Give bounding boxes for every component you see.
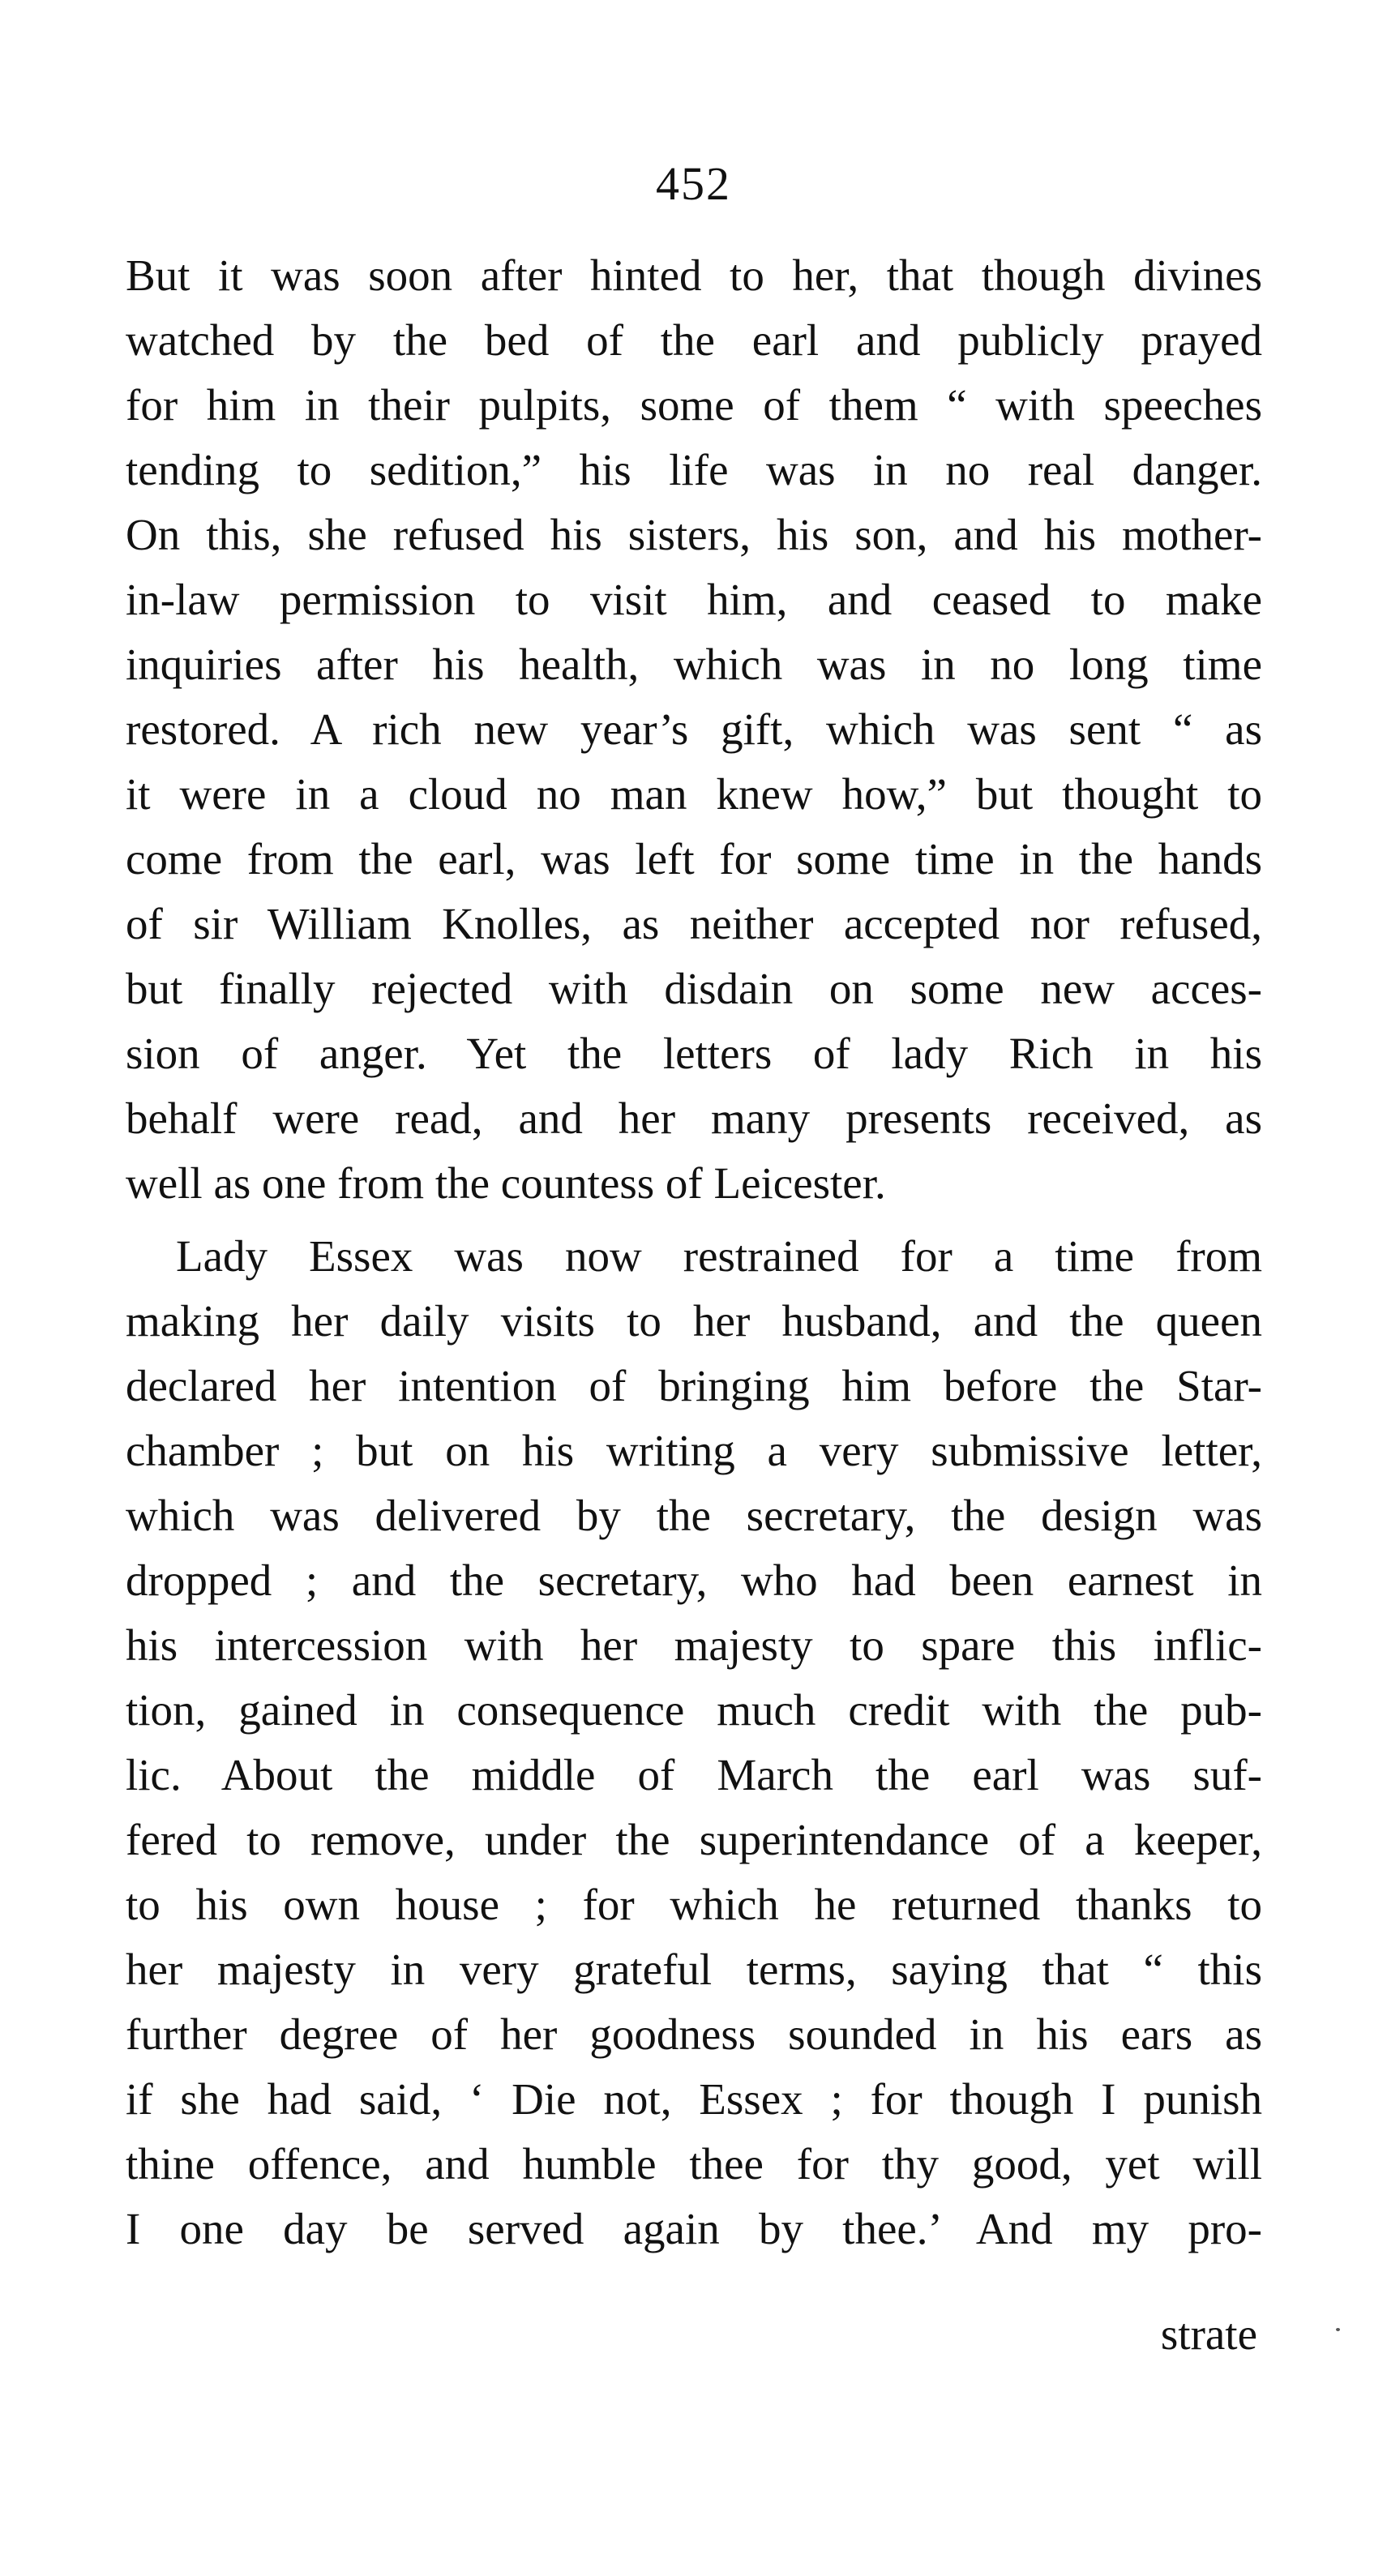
- text-line: Lady Essex was now restrained for a time from: [176, 1231, 1262, 1281]
- text-line: which was delivered by the secretary, the design was: [126, 1491, 1262, 1540]
- catchword: strate: [1160, 2309, 1257, 2359]
- text-line: if she had said, ‘ Die not, Essex ; for though I punish: [126, 2074, 1262, 2124]
- text-line: further degree of her goodness sounded in his ears as: [126, 2009, 1262, 2059]
- text-line: of sir William Knolles, as neither accepted nor refused,: [126, 899, 1262, 948]
- text-line: restored. A rich new year’s gift, which was sent “ as: [126, 704, 1262, 754]
- text-line: chamber ; but on his writing a very submissive letter,: [126, 1426, 1262, 1475]
- text-line: I one day be served again by thee.’ And my pro-: [126, 2204, 1262, 2253]
- text-line: thine offence, and humble thee for thy good, yet will: [126, 2139, 1262, 2189]
- paragraph-gap: [126, 1216, 1262, 1224]
- body-text: [126, 243, 1262, 2261]
- ink-speck: [1336, 2328, 1340, 2331]
- text-line: tending to sedition,” his life was in no real danger.: [126, 445, 1262, 494]
- page-number: 452: [656, 157, 731, 210]
- text-line: But it was soon after hinted to her, that though divines: [126, 250, 1262, 300]
- text-line: behalf were read, and her many presents received, as: [126, 1093, 1262, 1143]
- text-line: his intercession with her majesty to spare this inflic-: [126, 1620, 1262, 1670]
- text-line: On this, she refused his sisters, his son, and his mother-: [126, 510, 1262, 559]
- text-line: her majesty in very grateful terms, saying that “ this: [126, 1945, 1262, 1994]
- text-line: sion of anger. Yet the letters of lady Rich in his: [126, 1029, 1262, 1078]
- text-line: come from the earl, was left for some time in the hands: [126, 834, 1262, 884]
- text-line: but finally rejected with disdain on some new acces-: [126, 964, 1262, 1013]
- text-line: it were in a cloud no man knew how,” but thought to: [126, 769, 1262, 819]
- text-line: making her daily visits to her husband, and the queen: [126, 1296, 1262, 1346]
- text-line: fered to remove, under the superintendance of a keeper,: [126, 1815, 1262, 1864]
- text-line: inquiries after his health, which was in no long time: [126, 640, 1262, 689]
- text-line: tion, gained in consequence much credit with the pub-: [126, 1685, 1262, 1735]
- text-line: dropped ; and the secretary, who had been earnest in: [126, 1555, 1262, 1605]
- text-line: declared her intention of bringing him before the Star-: [126, 1361, 1262, 1410]
- text-line: to his own house ; for which he returned thanks to: [126, 1880, 1262, 1929]
- text-line: lic. About the middle of March the earl was suf-: [126, 1750, 1262, 1799]
- text-line: for him in their pulpits, some of them “ with speeches: [126, 380, 1262, 430]
- text-line: well as one from the countess of Leicester.: [126, 1158, 886, 1208]
- text-line: in-law permission to visit him, and ceased to make: [126, 575, 1262, 624]
- text-line: watched by the bed of the earl and publicly prayed: [126, 315, 1262, 365]
